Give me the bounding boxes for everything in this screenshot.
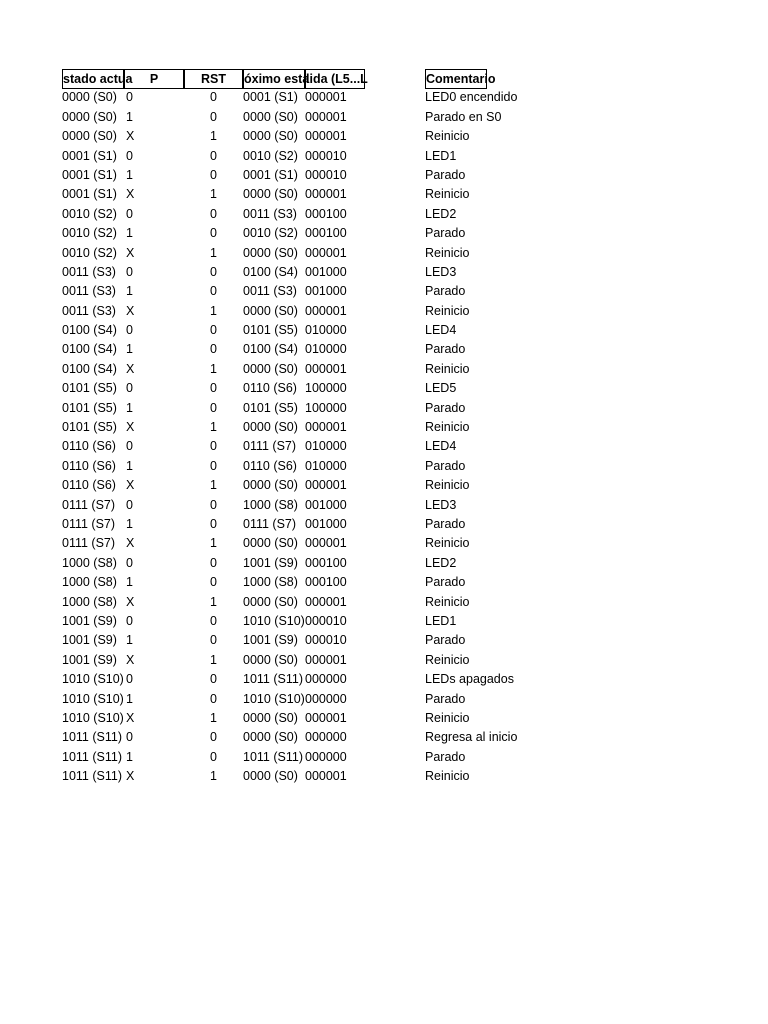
cell-comentario[interactable]: Reinicio (425, 129, 470, 144)
cell-salida[interactable]: 010000 (305, 323, 347, 338)
cell-proximo-estado[interactable]: 0101 (S5) (243, 400, 298, 415)
cell-comentario[interactable]: LED1 (425, 613, 457, 628)
cell-comentario[interactable]: Reinicio (425, 303, 470, 318)
cell-proximo-estado[interactable]: 0000 (S0) (243, 361, 298, 376)
cell-salida[interactable]: 000001 (305, 536, 347, 551)
cell-rst[interactable]: 0 (210, 226, 217, 241)
cell-salida[interactable]: 100000 (305, 381, 347, 396)
cell-estado-actual[interactable]: 1001 (S9) (62, 652, 117, 667)
cell-rst[interactable]: 1 (210, 652, 217, 667)
cell-p[interactable]: X (126, 594, 135, 609)
header-comentario[interactable]: Comentario (425, 69, 487, 89)
cell-p[interactable]: 0 (126, 206, 133, 221)
cell-comentario[interactable]: Parado (425, 400, 466, 415)
cell-rst[interactable]: 0 (210, 691, 217, 706)
cell-rst[interactable]: 0 (210, 206, 217, 221)
cell-p[interactable]: 0 (126, 90, 133, 105)
cell-salida[interactable]: 010000 (305, 439, 347, 454)
cell-p[interactable]: X (126, 245, 135, 260)
cell-rst[interactable]: 0 (210, 749, 217, 764)
cell-estado-actual[interactable]: 1000 (S8) (62, 594, 117, 609)
cell-comentario[interactable]: Parado (425, 575, 466, 590)
cell-comentario[interactable]: Reinicio (425, 652, 470, 667)
cell-p[interactable]: X (126, 129, 135, 144)
cell-comentario[interactable]: Regresa al inicio (425, 730, 518, 745)
cell-estado-actual[interactable]: 0101 (S5) (62, 400, 117, 415)
cell-estado-actual[interactable]: 0011 (S3) (62, 303, 116, 318)
cell-comentario[interactable]: Reinicio (425, 245, 470, 260)
cell-estado-actual[interactable]: 1001 (S9) (62, 633, 117, 648)
header-p[interactable]: P (124, 69, 184, 89)
cell-proximo-estado[interactable]: 0011 (S3) (243, 206, 297, 221)
cell-comentario[interactable]: Reinicio (425, 710, 470, 725)
cell-proximo-estado[interactable]: 0000 (S0) (243, 652, 298, 667)
cell-p[interactable]: 0 (126, 555, 133, 570)
cell-rst[interactable]: 1 (210, 420, 217, 435)
cell-estado-actual[interactable]: 1011 (S11) (62, 749, 122, 764)
cell-proximo-estado[interactable]: 0010 (S2) (243, 226, 298, 241)
cell-proximo-estado[interactable]: 0000 (S0) (243, 594, 298, 609)
cell-comentario[interactable]: LED4 (425, 323, 457, 338)
cell-comentario[interactable]: Parado (425, 458, 466, 473)
cell-estado-actual[interactable]: 0110 (S6) (62, 478, 116, 493)
cell-estado-actual[interactable]: 0000 (S0) (62, 90, 117, 105)
cell-rst[interactable]: 0 (210, 323, 217, 338)
cell-p[interactable]: 0 (126, 730, 133, 745)
cell-estado-actual[interactable]: 1011 (S11) (62, 769, 122, 784)
cell-rst[interactable]: 0 (210, 400, 217, 415)
cell-comentario[interactable]: Parado (425, 633, 466, 648)
cell-salida[interactable]: 000100 (305, 226, 347, 241)
cell-p[interactable]: 1 (126, 284, 133, 299)
cell-estado-actual[interactable]: 1000 (S8) (62, 555, 117, 570)
cell-comentario[interactable]: Reinicio (425, 420, 470, 435)
cell-salida[interactable]: 000010 (305, 613, 347, 628)
cell-salida[interactable]: 000001 (305, 769, 347, 784)
cell-salida[interactable]: 000010 (305, 167, 347, 182)
cell-estado-actual[interactable]: 0100 (S4) (62, 361, 117, 376)
cell-rst[interactable]: 1 (210, 129, 217, 144)
cell-comentario[interactable]: LED4 (425, 439, 457, 454)
cell-estado-actual[interactable]: 0000 (S0) (62, 129, 117, 144)
cell-rst[interactable]: 1 (210, 245, 217, 260)
cell-salida[interactable]: 000100 (305, 555, 347, 570)
cell-comentario[interactable]: LEDs apagados (425, 672, 514, 687)
cell-p[interactable]: X (126, 769, 135, 784)
cell-comentario[interactable]: Parado (425, 342, 466, 357)
cell-estado-actual[interactable]: 0101 (S5) (62, 381, 117, 396)
cell-rst[interactable]: 0 (210, 264, 217, 279)
cell-proximo-estado[interactable]: 0110 (S6) (243, 381, 297, 396)
cell-rst[interactable]: 0 (210, 381, 217, 396)
cell-estado-actual[interactable]: 1001 (S9) (62, 613, 117, 628)
cell-p[interactable]: 1 (126, 633, 133, 648)
cell-p[interactable]: X (126, 652, 135, 667)
cell-estado-actual[interactable]: 1010 (S10) (62, 710, 124, 725)
cell-proximo-estado[interactable]: 0000 (S0) (243, 536, 298, 551)
cell-p[interactable]: X (126, 478, 135, 493)
cell-estado-actual[interactable]: 0000 (S0) (62, 109, 117, 124)
cell-proximo-estado[interactable]: 0000 (S0) (243, 420, 298, 435)
cell-comentario[interactable]: LED0 encendido (425, 90, 518, 105)
cell-proximo-estado[interactable]: 0100 (S4) (243, 342, 298, 357)
cell-rst[interactable]: 0 (210, 555, 217, 570)
cell-comentario[interactable]: LED5 (425, 381, 457, 396)
cell-rst[interactable]: 0 (210, 672, 217, 687)
cell-estado-actual[interactable]: 1011 (S11) (62, 730, 122, 745)
cell-proximo-estado[interactable]: 0000 (S0) (243, 478, 298, 493)
cell-proximo-estado[interactable]: 1011 (S11) (243, 672, 303, 687)
cell-rst[interactable]: 0 (210, 497, 217, 512)
cell-rst[interactable]: 1 (210, 594, 217, 609)
cell-rst[interactable]: 1 (210, 536, 217, 551)
cell-rst[interactable]: 1 (210, 478, 217, 493)
cell-proximo-estado[interactable]: 1001 (S9) (243, 555, 298, 570)
cell-salida[interactable]: 000001 (305, 245, 347, 260)
cell-comentario[interactable]: Parado (425, 516, 466, 531)
cell-p[interactable]: 0 (126, 264, 133, 279)
cell-comentario[interactable]: LED2 (425, 206, 457, 221)
cell-proximo-estado[interactable]: 0111 (S7) (243, 439, 297, 454)
cell-proximo-estado[interactable]: 0000 (S0) (243, 710, 298, 725)
cell-p[interactable]: 1 (126, 109, 133, 124)
cell-salida[interactable]: 000001 (305, 90, 347, 105)
cell-rst[interactable]: 0 (210, 90, 217, 105)
cell-comentario[interactable]: Reinicio (425, 187, 470, 202)
cell-proximo-estado[interactable]: 1000 (S8) (243, 575, 298, 590)
cell-estado-actual[interactable]: 1000 (S8) (62, 575, 117, 590)
cell-salida[interactable]: 000001 (305, 109, 347, 124)
cell-proximo-estado[interactable]: 0000 (S0) (243, 109, 298, 124)
cell-salida[interactable]: 000001 (305, 478, 347, 493)
cell-comentario[interactable]: LED1 (425, 148, 457, 163)
cell-salida[interactable]: 000001 (305, 420, 347, 435)
cell-salida[interactable]: 001000 (305, 497, 347, 512)
cell-estado-actual[interactable]: 0011 (S3) (62, 284, 116, 299)
cell-salida[interactable]: 000001 (305, 652, 347, 667)
cell-rst[interactable]: 1 (210, 710, 217, 725)
cell-salida[interactable]: 010000 (305, 458, 347, 473)
cell-proximo-estado[interactable]: 0010 (S2) (243, 148, 298, 163)
cell-proximo-estado[interactable]: 0101 (S5) (243, 323, 298, 338)
cell-salida[interactable]: 000010 (305, 633, 347, 648)
header-salida[interactable]: lida (L5...L (305, 69, 365, 89)
cell-rst[interactable]: 1 (210, 769, 217, 784)
cell-rst[interactable]: 0 (210, 575, 217, 590)
cell-estado-actual[interactable]: 0010 (S2) (62, 206, 117, 221)
cell-estado-actual[interactable]: 0111 (S7) (62, 536, 116, 551)
cell-proximo-estado[interactable]: 0001 (S1) (243, 167, 298, 182)
cell-p[interactable]: X (126, 710, 135, 725)
cell-salida[interactable]: 000000 (305, 749, 347, 764)
cell-estado-actual[interactable]: 0001 (S1) (62, 167, 117, 182)
cell-estado-actual[interactable]: 0100 (S4) (62, 342, 117, 357)
cell-proximo-estado[interactable]: 0000 (S0) (243, 129, 298, 144)
cell-rst[interactable]: 0 (210, 730, 217, 745)
cell-comentario[interactable]: Reinicio (425, 594, 470, 609)
cell-estado-actual[interactable]: 0001 (S1) (62, 148, 117, 163)
cell-salida[interactable]: 000010 (305, 148, 347, 163)
cell-estado-actual[interactable]: 0110 (S6) (62, 458, 116, 473)
cell-salida[interactable]: 000001 (305, 710, 347, 725)
cell-salida[interactable]: 100000 (305, 400, 347, 415)
cell-proximo-estado[interactable]: 0001 (S1) (243, 90, 298, 105)
cell-proximo-estado[interactable]: 1010 (S10) (243, 691, 305, 706)
cell-p[interactable]: X (126, 536, 135, 551)
cell-salida[interactable]: 001000 (305, 264, 347, 279)
cell-salida[interactable]: 001000 (305, 516, 347, 531)
cell-proximo-estado[interactable]: 0111 (S7) (243, 516, 297, 531)
cell-rst[interactable]: 1 (210, 303, 217, 318)
cell-salida[interactable]: 000000 (305, 672, 347, 687)
cell-estado-actual[interactable]: 0101 (S5) (62, 420, 117, 435)
cell-comentario[interactable]: LED3 (425, 497, 457, 512)
cell-proximo-estado[interactable]: 0000 (S0) (243, 303, 298, 318)
cell-comentario[interactable]: Parado (425, 284, 466, 299)
cell-rst[interactable]: 0 (210, 167, 217, 182)
cell-rst[interactable]: 0 (210, 516, 217, 531)
cell-p[interactable]: 0 (126, 672, 133, 687)
cell-salida[interactable]: 000001 (305, 594, 347, 609)
cell-salida[interactable]: 000001 (305, 129, 347, 144)
cell-rst[interactable]: 0 (210, 148, 217, 163)
cell-comentario[interactable]: Parado en S0 (425, 109, 502, 124)
cell-p[interactable]: 0 (126, 439, 133, 454)
cell-proximo-estado[interactable]: 0000 (S0) (243, 245, 298, 260)
header-proximo-estado[interactable]: óximo esta (243, 69, 305, 89)
cell-p[interactable]: 1 (126, 167, 133, 182)
cell-comentario[interactable]: Parado (425, 691, 466, 706)
cell-salida[interactable]: 000001 (305, 303, 347, 318)
cell-p[interactable]: 0 (126, 148, 133, 163)
cell-p[interactable]: X (126, 361, 135, 376)
cell-p[interactable]: X (126, 303, 135, 318)
cell-comentario[interactable]: Parado (425, 749, 466, 764)
cell-comentario[interactable]: Reinicio (425, 536, 470, 551)
cell-rst[interactable]: 1 (210, 361, 217, 376)
cell-salida[interactable]: 000000 (305, 691, 347, 706)
cell-p[interactable]: 1 (126, 516, 133, 531)
cell-rst[interactable]: 0 (210, 284, 217, 299)
cell-comentario[interactable]: Reinicio (425, 361, 470, 376)
cell-salida[interactable]: 000100 (305, 206, 347, 221)
cell-proximo-estado[interactable]: 0100 (S4) (243, 264, 298, 279)
cell-proximo-estado[interactable]: 0110 (S6) (243, 458, 297, 473)
cell-comentario[interactable]: Reinicio (425, 769, 470, 784)
cell-rst[interactable]: 0 (210, 439, 217, 454)
header-estado-actual[interactable]: stado actua (62, 69, 124, 89)
cell-estado-actual[interactable]: 1010 (S10) (62, 672, 124, 687)
cell-p[interactable]: 1 (126, 691, 133, 706)
cell-rst[interactable]: 0 (210, 633, 217, 648)
cell-p[interactable]: 0 (126, 497, 133, 512)
cell-comentario[interactable]: Parado (425, 167, 466, 182)
cell-proximo-estado[interactable]: 1001 (S9) (243, 633, 298, 648)
cell-p[interactable]: 1 (126, 575, 133, 590)
header-rst[interactable]: RST (184, 69, 243, 89)
cell-rst[interactable]: 1 (210, 187, 217, 202)
cell-rst[interactable]: 0 (210, 613, 217, 628)
cell-p[interactable]: 1 (126, 400, 133, 415)
cell-comentario[interactable]: LED2 (425, 555, 457, 570)
cell-estado-actual[interactable]: 0111 (S7) (62, 516, 116, 531)
cell-estado-actual[interactable]: 1010 (S10) (62, 691, 124, 706)
cell-proximo-estado[interactable]: 0000 (S0) (243, 187, 298, 202)
cell-estado-actual[interactable]: 0001 (S1) (62, 187, 117, 202)
cell-proximo-estado[interactable]: 1011 (S11) (243, 749, 303, 764)
cell-p[interactable]: X (126, 420, 135, 435)
cell-comentario[interactable]: Reinicio (425, 478, 470, 493)
cell-proximo-estado[interactable]: 1000 (S8) (243, 497, 298, 512)
cell-p[interactable]: 0 (126, 613, 133, 628)
cell-estado-actual[interactable]: 0110 (S6) (62, 439, 116, 454)
cell-p[interactable]: 1 (126, 458, 133, 473)
cell-p[interactable]: 0 (126, 323, 133, 338)
cell-estado-actual[interactable]: 0010 (S2) (62, 226, 117, 241)
cell-comentario[interactable]: LED3 (425, 264, 457, 279)
cell-proximo-estado[interactable]: 1010 (S10) (243, 613, 305, 628)
cell-salida[interactable]: 001000 (305, 284, 347, 299)
cell-salida[interactable]: 000001 (305, 361, 347, 376)
cell-rst[interactable]: 0 (210, 342, 217, 357)
cell-estado-actual[interactable]: 0100 (S4) (62, 323, 117, 338)
cell-proximo-estado[interactable]: 0000 (S0) (243, 730, 298, 745)
cell-p[interactable]: 1 (126, 342, 133, 357)
cell-salida[interactable]: 000001 (305, 187, 347, 202)
cell-salida[interactable]: 010000 (305, 342, 347, 357)
cell-rst[interactable]: 0 (210, 109, 217, 124)
cell-p[interactable]: X (126, 187, 135, 202)
cell-p[interactable]: 1 (126, 226, 133, 241)
cell-proximo-estado[interactable]: 0000 (S0) (243, 769, 298, 784)
cell-salida[interactable]: 000100 (305, 575, 347, 590)
cell-comentario[interactable]: Parado (425, 226, 466, 241)
cell-rst[interactable]: 0 (210, 458, 217, 473)
cell-estado-actual[interactable]: 0011 (S3) (62, 264, 116, 279)
cell-proximo-estado[interactable]: 0011 (S3) (243, 284, 297, 299)
cell-p[interactable]: 1 (126, 749, 133, 764)
cell-estado-actual[interactable]: 0111 (S7) (62, 497, 116, 512)
cell-salida[interactable]: 000000 (305, 730, 347, 745)
cell-estado-actual[interactable]: 0010 (S2) (62, 245, 117, 260)
cell-p[interactable]: 0 (126, 381, 133, 396)
